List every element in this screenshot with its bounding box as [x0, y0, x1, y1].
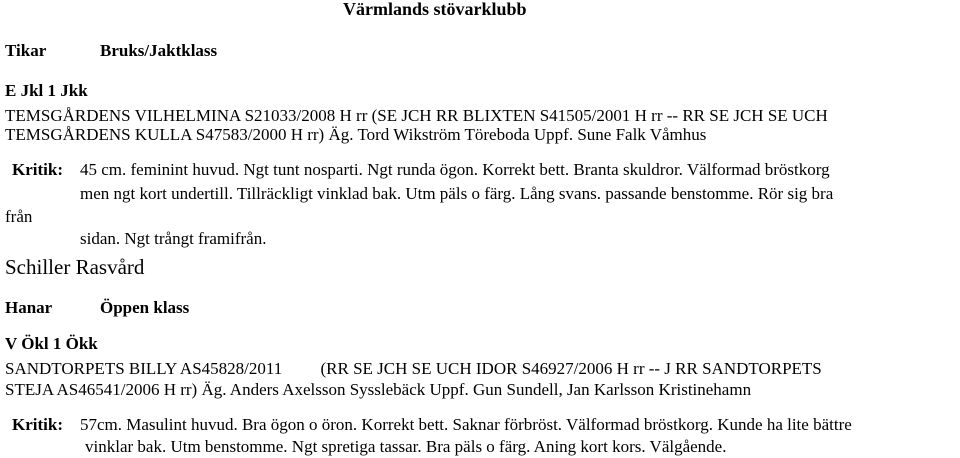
award-line: E Jkl 1 Jkk	[5, 81, 88, 100]
kritik-label: Kritik:	[12, 415, 63, 434]
club-title: Värmlands stövarklubb	[343, 0, 527, 19]
kritik-text: men ngt kort undertill. Tillräckligt vinklad bak. Utm päls o färg. Lång svans. passande benstomme. Rör sig bra	[80, 184, 834, 203]
entry-line: TEMSGÅRDENS VILHELMINA S21033/2008 H rr (SE JCH RR BLIXTEN S41505/2001 H rr -- RR SE JCH SE UCH	[5, 106, 828, 125]
award-line: V Ökl 1 Ökk	[5, 334, 98, 353]
kritik-text: vinklar bak. Utm benstomme. Ngt spretiga tassar. Bra päls o färg. Aning kort kors. Välgående.	[85, 437, 727, 456]
kritik-text-wrap: från	[5, 207, 33, 226]
kritik-text: sidan. Ngt trångt framifrån.	[80, 229, 267, 248]
entry-line: STEJA AS46541/2006 H rr) Äg. Anders Axelsson Sysslebäck Uppf. Gun Sundell, Jan Karlsson Kristinehamn	[5, 380, 752, 399]
kritik-text: 57cm. Masulint huvud. Bra ögon o öron. Korrekt bett. Saknar förbröst. Välformad bröstkorg. Kunde ha lite bättre	[80, 415, 852, 434]
class-heading: Öppen klass	[100, 298, 190, 317]
entry-line: SANDTORPETS BILLY AS45828/2011 (RR SE JCH SE UCH IDOR S46927/2006 H rr -- J RR SANDTORPETS	[5, 359, 822, 378]
kritik-label: Kritik:	[12, 160, 63, 179]
judge-name: Schiller Rasvård	[5, 255, 145, 279]
category-heading: Tikar	[5, 41, 47, 60]
category-heading: Hanar	[5, 298, 53, 317]
kritik-text: 45 cm. feminint huvud. Ngt tunt nosparti. Ngt runda ögon. Korrekt bett. Branta skuldror. Välformad bröstkorg	[80, 160, 830, 179]
class-heading: Bruks/Jaktklass	[100, 41, 218, 60]
entry-line: TEMSGÅRDENS KULLA S47583/2000 H rr) Äg. Tord Wikström Töreboda Uppf. Sune Falk Våmhus	[5, 125, 707, 144]
